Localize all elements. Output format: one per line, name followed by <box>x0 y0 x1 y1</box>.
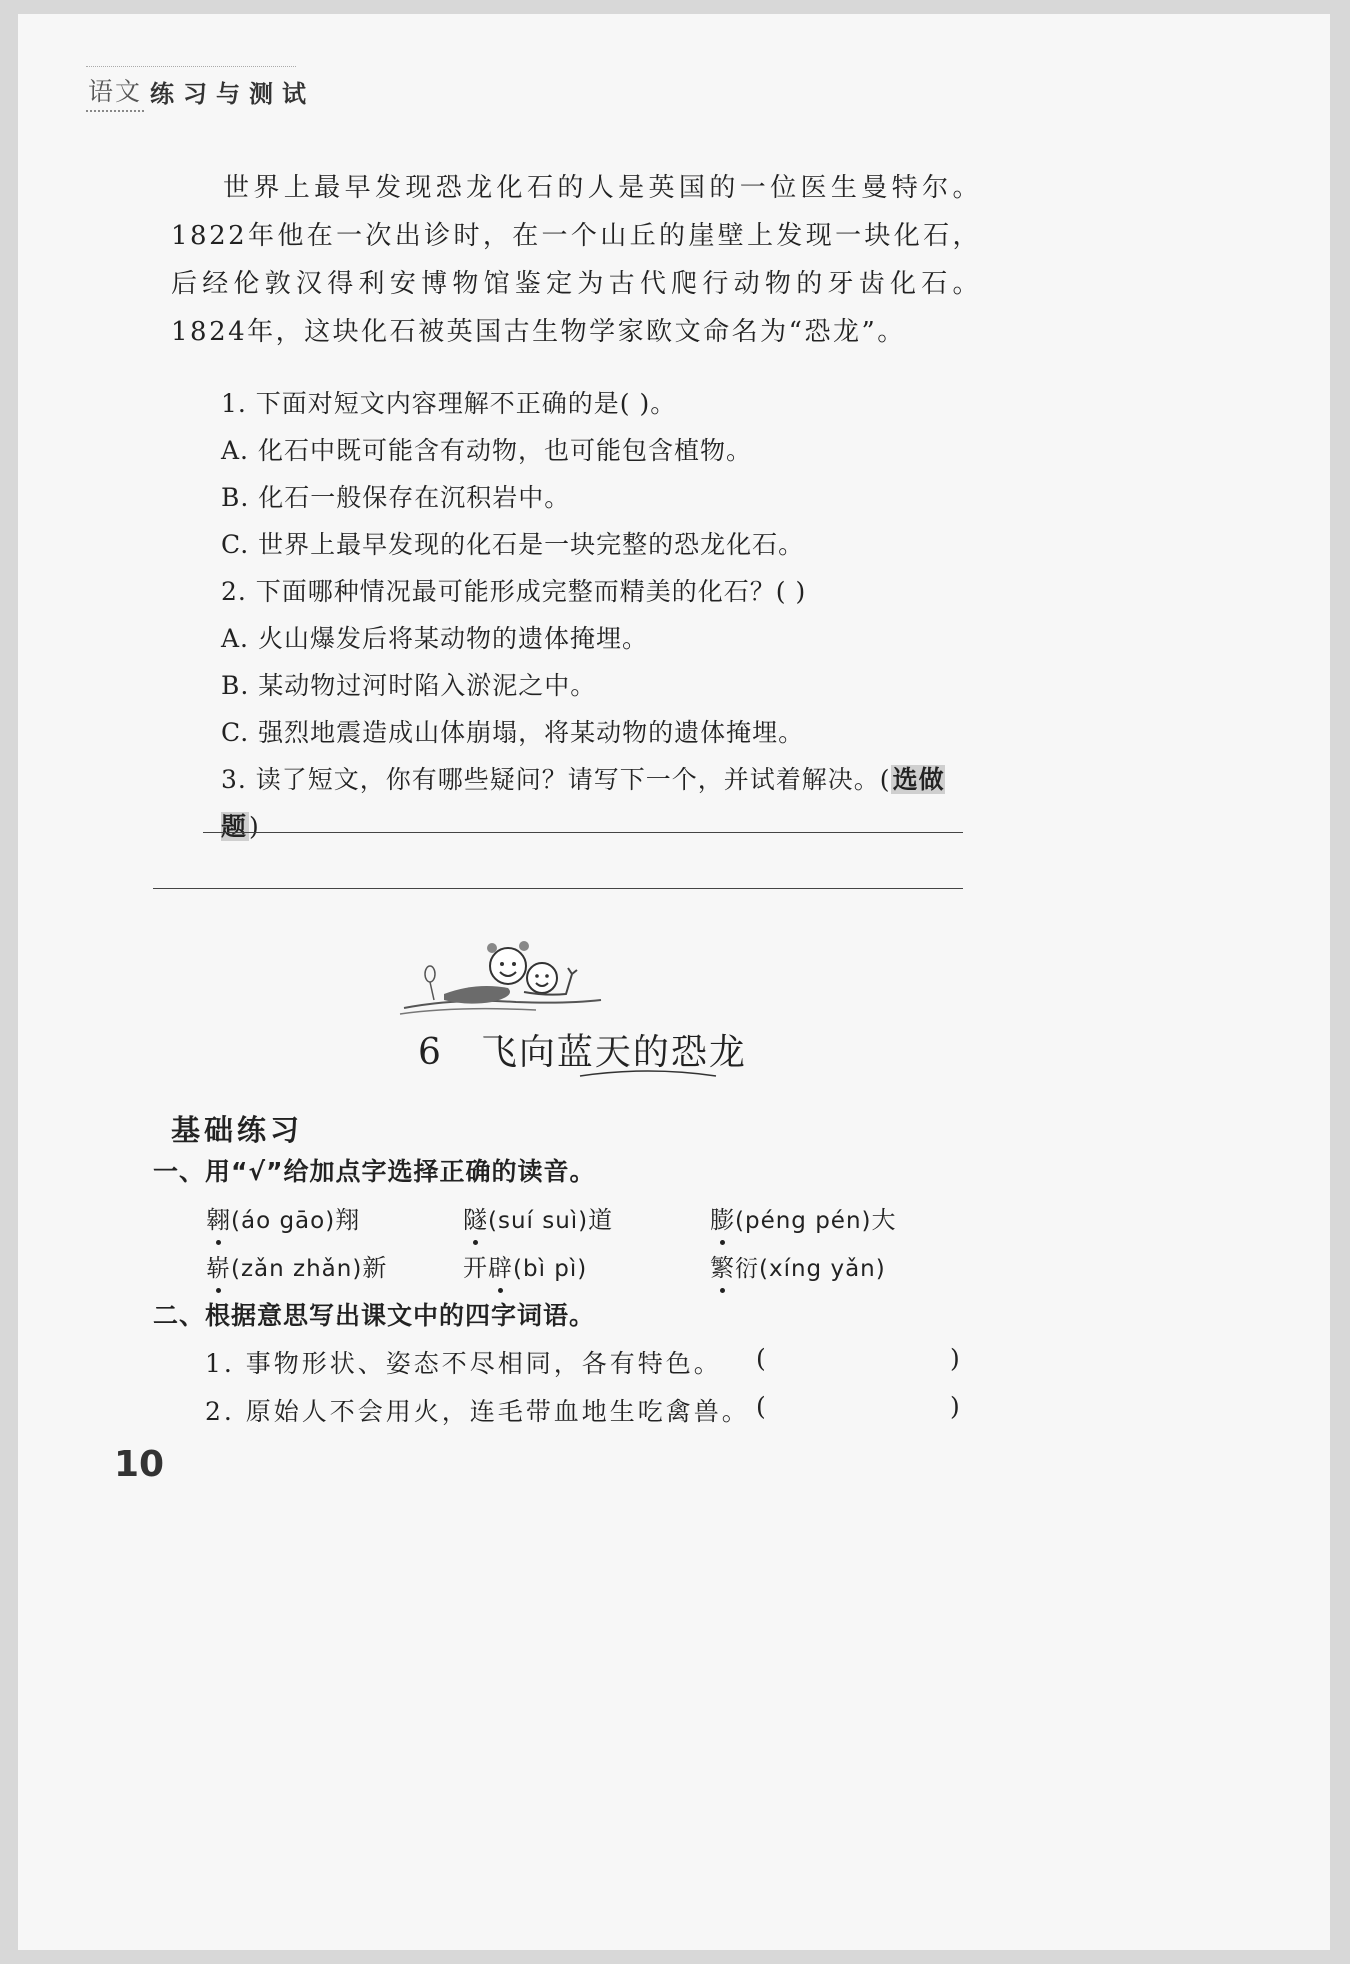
answer-paren-close-1: ) <box>950 1344 960 1373</box>
answer-line-1[interactable] <box>203 832 963 833</box>
question-2-option-a: A. 火山爆发后将某动物的遗体掩埋。 <box>221 624 648 653</box>
lesson-number: 6 <box>418 1032 443 1073</box>
definition-2: 2. 原始人不会用火，连毛带血地生吃禽兽。 <box>205 1397 750 1426</box>
pinyin-choices[interactable]: 衍(xíng yǎn) <box>735 1256 886 1282</box>
pinyin-choices[interactable]: (zǎn zhǎn) <box>231 1256 363 1282</box>
question-1-option-b: B. 化石一般保存在沉积岩中。 <box>221 483 571 512</box>
reading-passage <box>171 164 981 356</box>
question-1: 1. 下面对短文内容理解不正确的是( )。 <box>221 389 677 418</box>
question-1-option-a: A. 化石中既可能含有动物，也可能包含植物。 <box>221 436 752 465</box>
title-underline-swoosh <box>578 1068 718 1080</box>
pinyin-item <box>710 1248 886 1283</box>
passage-paragraph: 世界上最早发现恐龙化石的人是英国的一位医生曼特尔。1822年他在一次出诊时，在一个山丘的崖壁上发现一块化石，后经伦敦汉得利安博物馆鉴定为古代爬行动物的牙齿化石。1824年，这块化石被英国古生物学家欧文命名为“恐龙”。 <box>171 173 981 347</box>
pinyin-item <box>206 1248 387 1283</box>
workbook-page <box>18 14 1330 1950</box>
header-subject: 语文 <box>86 72 144 112</box>
item-suffix: 新 <box>362 1254 388 1282</box>
dotted-character: 辟 <box>488 1248 513 1283</box>
question-list <box>221 380 981 841</box>
item-suffix: 道 <box>588 1206 614 1234</box>
question-3-close: ) <box>249 812 260 841</box>
dotted-character: 翱 <box>206 1200 231 1235</box>
optional-question-tag: 选做题 <box>221 765 945 841</box>
section-heading: 基础练习 <box>171 1113 304 1147</box>
pinyin-item <box>463 1248 587 1283</box>
page-number: 10 <box>114 1444 165 1485</box>
question-2-option-c: C. 强烈地震造成山体崩塌，将某动物的遗体掩埋。 <box>221 718 805 747</box>
question-2-option-b: B. 某动物过河时陷入淤泥之中。 <box>221 671 597 700</box>
answer-blank-2[interactable] <box>778 1388 948 1424</box>
pinyin-item <box>463 1200 613 1235</box>
question-1-option-c: C. 世界上最早发现的化石是一块完整的恐龙化石。 <box>221 530 805 559</box>
definition-1: 1. 事物形状、姿态不尽相同，各有特色。 <box>205 1349 722 1378</box>
pinyin-choices[interactable]: (bì pì) <box>513 1256 588 1282</box>
answer-blank-1[interactable] <box>778 1340 948 1376</box>
answer-paren-open-1: ( <box>756 1344 766 1373</box>
dotted-character: 繁 <box>710 1248 735 1283</box>
question-3-text: 3. 读了短文，你有哪些疑问？请写下一个，并试着解决。( <box>221 765 891 794</box>
pinyin-choices[interactable]: (áo gāo) <box>231 1208 336 1234</box>
answer-paren-open-2: ( <box>756 1392 766 1421</box>
lesson-name: 飞向蓝天的恐龙 <box>480 1032 747 1073</box>
part2-instruction: 二、根据意思写出课文中的四字词语。 <box>153 1301 596 1330</box>
dotted-character: 膨 <box>710 1200 735 1235</box>
header-dotted-rule <box>86 66 296 67</box>
pinyin-item <box>206 1200 360 1235</box>
answer-paren-close-2: ) <box>950 1392 960 1421</box>
item-prefix: 开 <box>463 1254 488 1282</box>
children-illustration <box>396 934 636 1020</box>
question-2: 2. 下面哪种情况最可能形成完整而精美的化石？( ) <box>221 577 807 606</box>
item-suffix: 大 <box>871 1206 897 1234</box>
part1-instruction: 一、用“√”给加点字选择正确的读音。 <box>153 1157 596 1186</box>
item-suffix: 翔 <box>335 1206 361 1234</box>
pinyin-item <box>710 1200 897 1235</box>
pinyin-choices[interactable]: (suí suì) <box>488 1208 589 1234</box>
answer-line-2[interactable] <box>153 888 963 889</box>
dotted-character: 隧 <box>463 1200 488 1235</box>
pinyin-choices[interactable]: (péng pén) <box>735 1208 872 1234</box>
question-3 <box>221 756 981 841</box>
dotted-character: 崭 <box>206 1248 231 1283</box>
header-book-title: 练习与测试 <box>150 80 315 108</box>
